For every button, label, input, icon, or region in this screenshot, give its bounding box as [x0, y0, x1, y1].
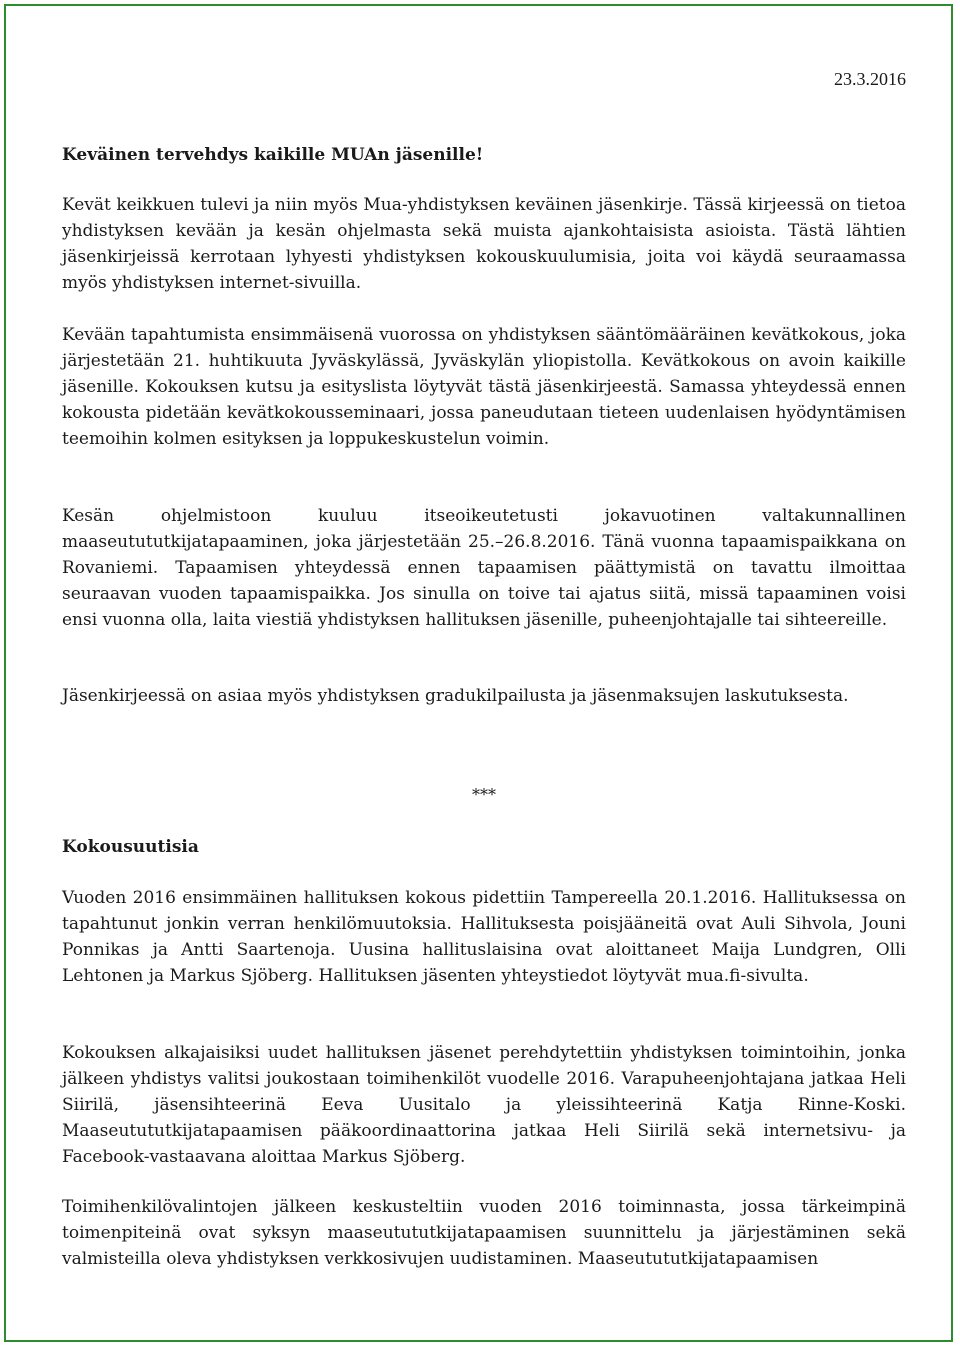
letter-greeting: Keväinen tervehdys kaikille MUAn jäsenille!: [62, 145, 484, 165]
document-page: [4, 4, 953, 1342]
paragraph-activities: Toimihenkilövalintojen jälkeen keskusteltiin vuoden 2016 toiminnasta, jossa tärkeimpinä toimenpiteinä ovat syksyn maaseutututkijatapaamisen suunnittelu ja järjestäminen sekä valmisteilla oleva yhdistyksen verkkosivujen uudistaminen. Maaseutututkijatapaamisen: [62, 1197, 906, 1269]
section-title-meeting-news: Kokousuutisia: [62, 837, 199, 857]
section-separator: ***: [472, 785, 496, 804]
paragraph-spring-meeting: Kevään tapahtumista ensimmäisenä vuorossa on yhdistyksen sääntömääräinen kevätkokous, joka järjestetään 21. huhtikuuta Jyväskylässä, Jyväskylän yliopistolla. Kevätkokous on avoin kaikille jäsenille. Kokouksen kutsu ja esityslista löytyvät tästä jäsenkirjeestä. Samassa yhteydessä ennen kokousta pidetään kevätkokousseminaari, jossa paneudutaan tieteen uudenlaisen hyödyntämisen teemoihin kolmen esityksen ja loppukeskustelun voimin.: [62, 325, 906, 449]
paragraph-intro: Kevät keikkuen tulevi ja niin myös Mua-yhdistyksen keväinen jäsenkirje. Tässä kirjeessä on tietoa yhdistyksen kevään ja kesän ohjelmasta sekä muista ajankohtaisista asioista. Tästä lähtien jäsenkirjeissä kerrotaan lyhyesti yhdistyksen kokouskuulumisia, joita voi käydä seuraamassa myös yhdistyksen internet-sivuilla.: [62, 195, 906, 293]
letter-date: 23.3.2016: [834, 69, 906, 89]
paragraph-officers: Kokouksen alkajaisiksi uudet hallituksen jäsenet perehdytettiin yhdistyksen toimintoihin, jonka jälkeen yhdistys valitsi joukostaan toimihenkilöt vuodelle 2016. Varapuheenjohtajana jatkaa Heli Siirilä, jäsensihteerinä Eeva Uusitalo ja yleissihteerinä Katja Rinne-Koski. Maaseutututkijatapaamisen pääkoordinaattorina jatkaa Heli Siirilä sekä internetsivu- ja Facebook-vastaavana aloittaa Markus Sjöberg.: [62, 1043, 906, 1167]
paragraph-summer-program: Kesän ohjelmistoon kuuluu itseoikeutetusti jokavuotinen valtakunnallinen maaseutututkijatapaaminen, joka järjestetään 25.–26.8.2016. Tänä vuonna tapaamispaikkana on Rovaniemi. Tapaamisen yhteydessä ennen tapaamisen päättymistä on tavattu ilmoittaa seuraavan vuoden tapaamispaikka. Jos sinulla on toive tai ajatus siitä, missä tapaaminen voisi ensi vuonna olla, laita viestiä yhdistyksen hallituksen jäsenille, puheenjohtajalle tai sihteereille.: [62, 506, 906, 630]
paragraph-board-meeting: Vuoden 2016 ensimmäinen hallituksen kokous pidettiin Tampereella 20.1.2016. Hallituksessa on tapahtunut jonkin verran henkilömuutoksia. Hallituksesta poisjääneitä ovat Auli Sihvola, Jouni Ponnikas ja Antti Saartenoja. Uusina hallituslaisina ovat aloittaneet Maija Lundgren, Olli Lehtonen ja Markus Sjöberg. Hallituksen jäsenten yhteystiedot löytyvät mua.fi-sivulta.: [62, 888, 906, 986]
paragraph-other-topics: Jäsenkirjeessä on asiaa myös yhdistyksen gradukilpailusta ja jäsenmaksujen laskutuksesta.: [62, 686, 849, 706]
